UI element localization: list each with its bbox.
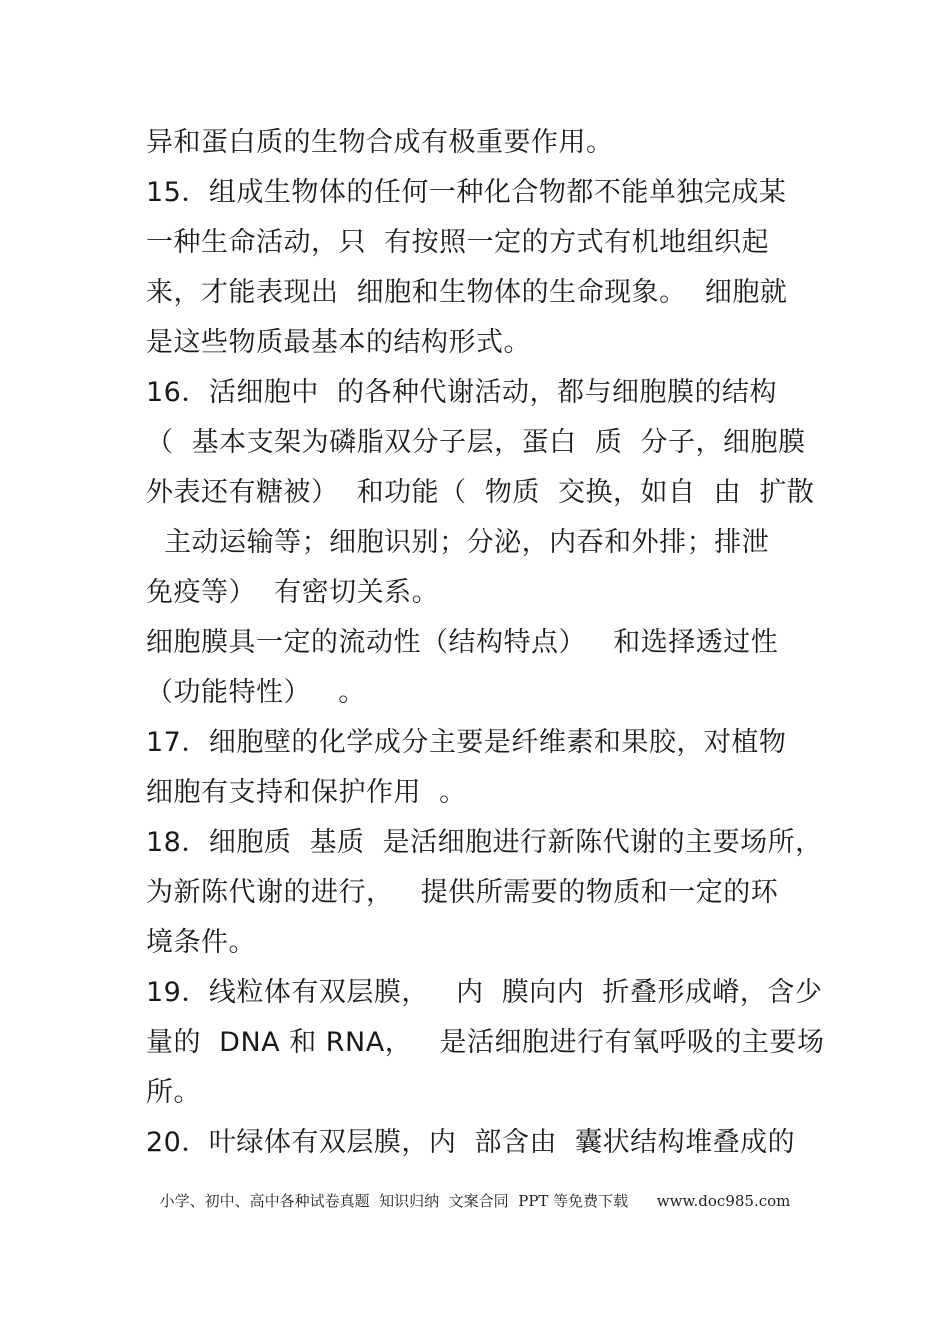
text-line: 外表还有糖被） 和功能（ 物质 交换，如自 由 扩散 <box>146 477 815 508</box>
text-line: 细胞有支持和保护作用 。 <box>146 777 467 808</box>
text-line: 为新陈代谢的进行， 提供所需要的物质和一定的环 <box>146 877 779 908</box>
text-line: 免疫等） 有密切关系。 <box>146 577 440 608</box>
document-body <box>146 118 825 1168</box>
text-line: （功能特性） 。 <box>146 677 366 708</box>
text-line: 异和蛋白质的生物合成有极重要作用。 <box>146 127 614 158</box>
text-line: 17．细胞壁的化学成分主要是纤维素和果胶，对植物 <box>146 727 787 758</box>
text-line: 主动运输等；细胞识别；分泌，内吞和外排；排泄 <box>146 527 770 558</box>
text-line: 来，才能表现出 细胞和生物体的生命现象。 细胞就 <box>146 277 788 308</box>
text-line: 细胞膜具一定的流动性（结构特点） 和选择透过性 <box>146 627 779 658</box>
text-line: 所。 <box>146 1077 201 1108</box>
text-line: 16．活细胞中 的各种代谢活动，都与细胞膜的结构 <box>146 377 778 408</box>
text-line: 量的 DNA 和 RNA， 是活细胞进行有氧呼吸的主要场 <box>146 1027 825 1058</box>
text-line: 20．叶绿体有双层膜，内 部含由 囊状结构堆叠成的 <box>146 1127 796 1158</box>
text-line: 境条件。 <box>146 927 256 958</box>
text-line: （ 基本支架为磷脂双分子层，蛋白 质 分子，细胞膜 <box>146 427 806 458</box>
text-line: 是这些物质最基本的结构形式。 <box>146 327 531 358</box>
text-line: 一种生命活动，只 有按照一定的方式有机地组织起 <box>146 227 770 258</box>
page-footer: 小学、初中、高中各种试卷真题 知识归纳 文案合同 PPT 等免费下载 www.doc985.com <box>159 1192 791 1210</box>
text-line: 15．组成生物体的任何一种化合物都不能单独完成某 <box>146 177 787 208</box>
text-line: 19．线粒体有双层膜， 内 膜向内 折叠形成嵴，含少 <box>146 977 823 1008</box>
text-line: 18．细胞质 基质 是活细胞进行新陈代谢的主要场所， <box>146 827 823 858</box>
